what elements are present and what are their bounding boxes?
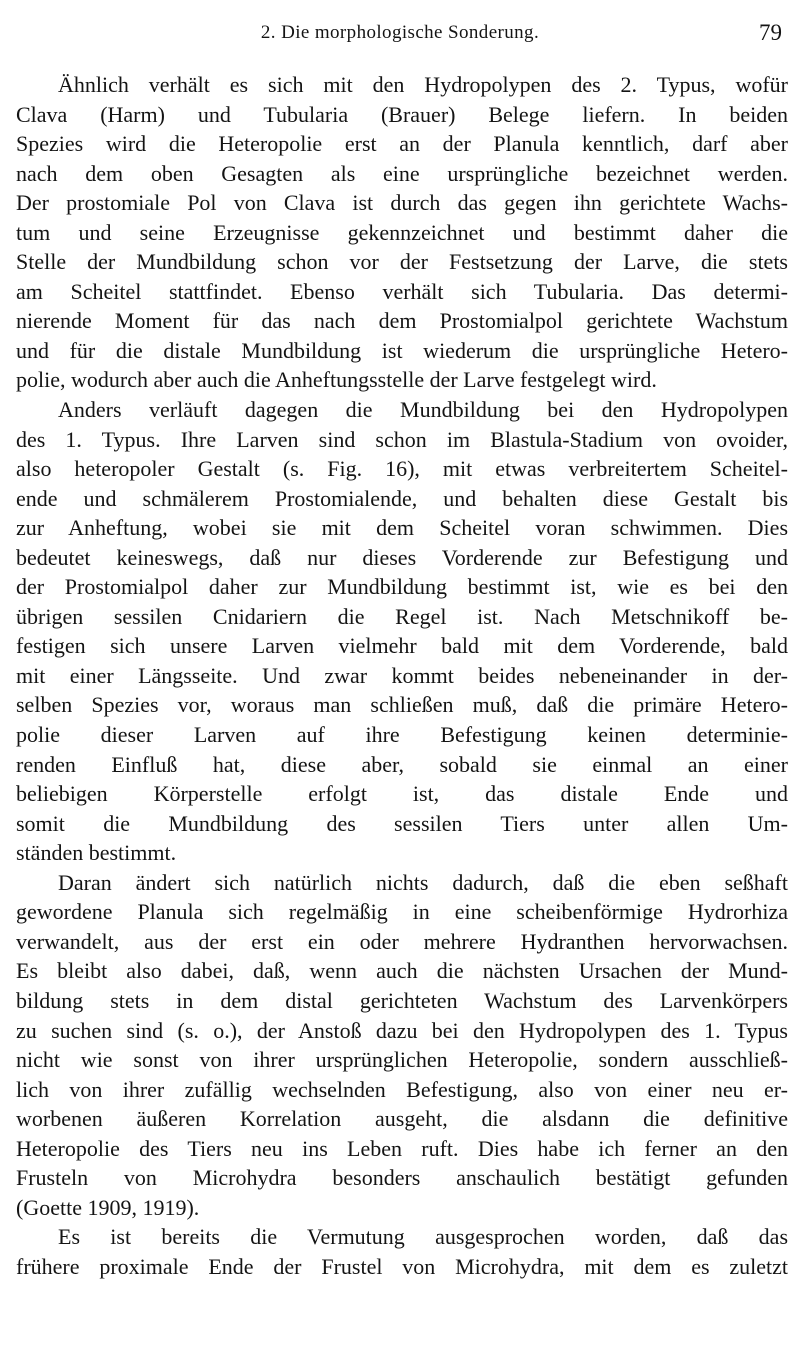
- text-line: nach dem oben Gesagten als eine ursprüngliche bezeichnet werden.: [16, 160, 788, 186]
- text-line: nicht wie sonst von ihrer ursprünglichen Heteropolie, sondern ausschließ-: [16, 1047, 788, 1073]
- text-line: mit einer Längsseite. Und zwar kommt beides nebeneinander in der-: [16, 662, 788, 688]
- text-line: worbenen äußeren Korrelation ausgeht, die alsdann die definitive: [16, 1106, 788, 1132]
- text-line: übrigen sessilen Cnidariern die Regel ist. Nach Metschnikoff be-: [16, 603, 788, 629]
- text-line: polie dieser Larven auf ihre Befestigung keinen determinie-: [16, 722, 788, 748]
- text-line: Anders verläuft dagegen die Mundbildung bei den Hydropolypen: [58, 397, 788, 423]
- page-number: 79: [759, 20, 782, 45]
- text-line: renden Einfluß hat, diese aber, sobald sie einmal an einer: [16, 751, 788, 777]
- text-line: Spezies wird die Heteropolie erst an der Planula kenntlich, darf aber: [16, 131, 788, 157]
- text-line: Ähnlich verhält es sich mit den Hydropolypen des 2. Typus, wofür: [58, 72, 788, 97]
- page-header: [0, 18, 800, 48]
- text-line: Stelle der Mundbildung schon vor der Festsetzung der Larve, die stets: [16, 249, 788, 275]
- text-line: selben Spezies vor, woraus man schließen muß, daß die primäre Hetero-: [16, 692, 788, 718]
- text-line: polie, wodurch aber auch die Anheftungsstelle der Larve festgelegt wird.: [16, 367, 657, 393]
- text-line: ende und schmälerem Prostomialende, und behalten diese Gestalt bis: [16, 485, 788, 511]
- body-text: [16, 70, 788, 1281]
- text-line: festigen sich unsere Larven vielmehr bald mit dem Vorderende, bald: [16, 633, 788, 659]
- text-line: bedeutet keineswegs, daß nur dieses Vorderende zur Befestigung und: [16, 544, 788, 570]
- text-line: Frusteln von Microhydra besonders anschaulich bestätigt gefunden: [16, 1165, 788, 1191]
- text-line: der Prostomialpol daher zur Mundbildung bestimmt ist, wie es bei den: [16, 574, 788, 600]
- text-line: Der prostomiale Pol von Clava ist durch das gegen ihn gerichtete Wachs-: [16, 190, 788, 216]
- text-line: nierende Moment für das nach dem Prostomialpol gerichtete Wachstum: [16, 308, 788, 334]
- text-line: ständen bestimmt.: [16, 840, 177, 866]
- text-line: gewordene Planula sich regelmäßig in eine scheibenförmige Hydrorhiza: [16, 899, 788, 925]
- text-line: frühere proximale Ende der Frustel von Microhydra, mit dem es zuletzt: [16, 1253, 788, 1279]
- text-line: Clava (Harm) und Tubularia (Brauer) Belege liefern. In beiden: [16, 101, 788, 127]
- text-line: lich von ihrer zufällig wechselnden Befestigung, also von einer neu er-: [16, 1076, 788, 1102]
- text-line: des 1. Typus. Ihre Larven sind schon im Blastula-Stadium von ovoider,: [16, 426, 788, 452]
- text-line: bildung stets in dem distal gerichteten Wachstum des Larvenkörpers: [16, 987, 788, 1013]
- text-line: Daran ändert sich natürlich nichts dadurch, daß die eben seßhaft: [58, 869, 788, 895]
- text-line: also heteropoler Gestalt (s. Fig. 16), mit etwas verbreitertem Scheitel-: [16, 456, 788, 482]
- text-line: verwandelt, aus der erst ein oder mehrere Hydranthen hervorwachsen.: [16, 928, 788, 954]
- running-head: 2. Die morphologische Sonderung.: [260, 22, 540, 43]
- text-line: am Scheitel stattfindet. Ebenso verhält sich Tubularia. Das determi-: [16, 278, 788, 304]
- text-line: somit die Mundbildung des sessilen Tiers unter allen Um-: [16, 810, 788, 836]
- text-line: und für die distale Mundbildung ist wiederum die ursprüngliche Hetero-: [16, 337, 788, 363]
- text-line: Es ist bereits die Vermutung ausgesprochen worden, daß das: [58, 1224, 788, 1250]
- text-line: (Goette 1909, 1919).: [16, 1194, 200, 1220]
- text-line: beliebigen Körperstelle erfolgt ist, das distale Ende und: [16, 781, 788, 807]
- text-line: Heteropolie des Tiers neu ins Leben ruft. Dies habe ich ferner an den: [16, 1135, 788, 1161]
- text-line: zur Anheftung, wobei sie mit dem Scheitel voran schwimmen. Dies: [16, 515, 788, 541]
- text-line: Es bleibt also dabei, daß, wenn auch die nächsten Ursachen der Mund-: [16, 958, 788, 984]
- text-line: zu suchen sind (s. o.), der Anstoß dazu bei den Hydropolypen des 1. Typus: [16, 1017, 788, 1043]
- text-line: tum und seine Erzeugnisse gekennzeichnet und bestimmt daher die: [16, 219, 788, 245]
